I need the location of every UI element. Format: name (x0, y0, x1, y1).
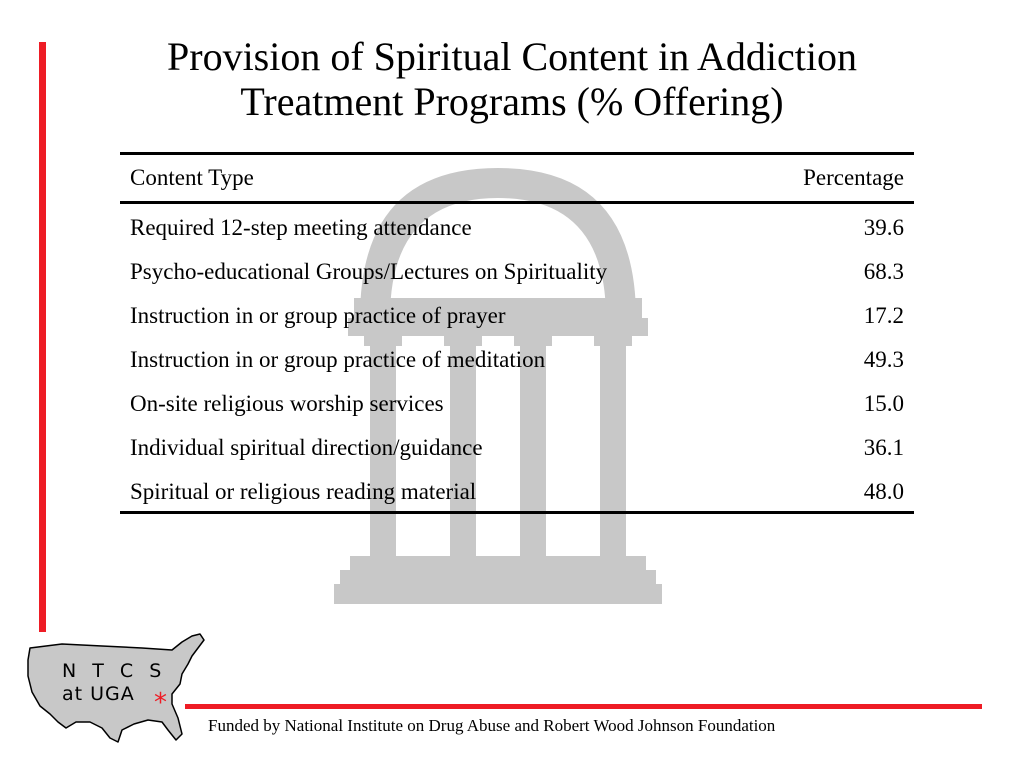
row-content-type (120, 203, 774, 251)
footer-accent-bar (185, 704, 982, 709)
row-percentage: 15.0 (863, 391, 904, 416)
row-content-type-text: Instruction in or group practice of meditation (130, 347, 546, 372)
content-table (120, 152, 914, 514)
table-row (120, 426, 914, 470)
data-table (120, 152, 914, 514)
row-content-type (120, 338, 774, 382)
row-content-type-text: Individual spiritual direction/guidance (130, 435, 483, 460)
header-percentage: Percentage (774, 154, 914, 203)
row-content-type-text: On-site religious worship services (130, 391, 444, 416)
left-accent-bar (39, 42, 46, 632)
row-content-type (120, 426, 774, 470)
page-title: Provision of Spiritual Content in Addiction Treatment Programs (% Offering) (167, 34, 857, 124)
row-content-type (120, 470, 774, 513)
table-row (120, 470, 914, 513)
row-content-type (120, 382, 774, 426)
table-row (120, 250, 914, 294)
row-percentage: 48.0 (774, 470, 914, 513)
row-content-type-text: Spiritual or religious reading material (130, 479, 477, 504)
footer-text: Funded by National Institute on Drug Abuse and Robert Wood Johnson Foundation (208, 716, 776, 735)
table-header-row (120, 154, 914, 203)
row-percentage: 49.3 (863, 347, 904, 372)
row-content-type-text: Required 12-step meeting attendance (130, 215, 472, 240)
logo-line1: N T C S (62, 660, 167, 682)
logo-text (62, 660, 166, 706)
logo-line2: at UGA (62, 683, 135, 705)
table-row (120, 294, 914, 338)
row-content-type-text: Psycho-educational Groups/Lectures on Spirituality (130, 259, 608, 284)
row-content-type (120, 294, 774, 338)
table-row (120, 338, 914, 382)
row-percentage: 39.6 (863, 215, 904, 240)
row-content-type-text: Instruction in or group practice of prayer (130, 303, 506, 328)
table-row (120, 203, 914, 251)
row-content-type (120, 250, 774, 294)
row-percentage: 17.2 (863, 303, 904, 328)
row-percentage: 36.1 (863, 435, 904, 460)
logo-asterisk: * (154, 688, 167, 718)
table-row (120, 382, 914, 426)
row-percentage: 68.3 (863, 259, 904, 284)
header-content-type: Content Type (120, 154, 774, 203)
